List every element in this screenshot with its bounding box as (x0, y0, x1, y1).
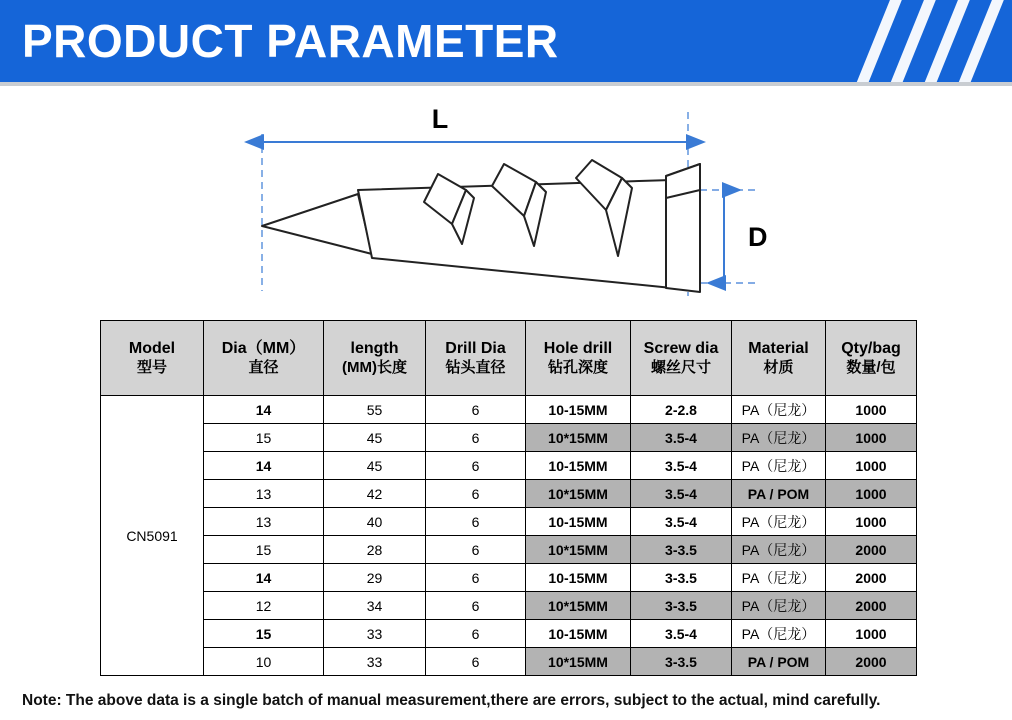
cell-qty: 1000 (826, 508, 917, 536)
cell-length: 55 (324, 396, 426, 424)
table-row (101, 452, 917, 480)
cell-material: PA（尼龙） (732, 592, 826, 620)
cell-hole-drill: 10-15MM (526, 508, 631, 536)
cell-qty: 1000 (826, 396, 917, 424)
cell-dia: 14 (204, 396, 324, 424)
cell-model: CN5091 (101, 396, 204, 676)
cell-drill-dia: 6 (426, 480, 526, 508)
cell-qty: 2000 (826, 648, 917, 676)
cell-hole-drill: 10*15MM (526, 648, 631, 676)
svg-text:D: D (748, 222, 768, 252)
cell-length: 29 (324, 564, 426, 592)
spec-table (100, 320, 917, 676)
cell-hole-drill: 10*15MM (526, 424, 631, 452)
column-header-model: Model 型号 (101, 321, 204, 396)
cell-screw-dia: 3-3.5 (631, 536, 732, 564)
cell-qty: 1000 (826, 620, 917, 648)
cell-dia: 14 (204, 452, 324, 480)
product-diagram (0, 86, 1012, 316)
cell-qty: 2000 (826, 536, 917, 564)
column-header-length: length (MM)长度 (324, 321, 426, 396)
cell-drill-dia: 6 (426, 424, 526, 452)
cell-screw-dia: 3.5-4 (631, 424, 732, 452)
column-header-screw-dia: Screw dia 螺丝尺寸 (631, 321, 732, 396)
column-header-dia: Dia（MM） 直径 (204, 321, 324, 396)
cell-qty: 1000 (826, 480, 917, 508)
table-row (101, 424, 917, 452)
svg-text:L: L (431, 104, 449, 134)
table-row (101, 396, 917, 424)
cell-drill-dia: 6 (426, 620, 526, 648)
cell-hole-drill: 10*15MM (526, 536, 631, 564)
cell-hole-drill: 10*15MM (526, 480, 631, 508)
cell-length: 34 (324, 592, 426, 620)
cell-qty: 2000 (826, 592, 917, 620)
cell-dia: 15 (204, 536, 324, 564)
cell-material: PA（尼龙） (732, 508, 826, 536)
cell-drill-dia: 6 (426, 396, 526, 424)
cell-length: 45 (324, 424, 426, 452)
cell-screw-dia: 3.5-4 (631, 452, 732, 480)
cell-screw-dia: 3.5-4 (631, 620, 732, 648)
table-header-row (101, 321, 917, 396)
cell-length: 42 (324, 480, 426, 508)
cell-hole-drill: 10-15MM (526, 564, 631, 592)
cell-screw-dia: 2-2.8 (631, 396, 732, 424)
cell-dia: 13 (204, 508, 324, 536)
column-header-drill-dia: Drill Dia 钻头直径 (426, 321, 526, 396)
column-header-hole-drill: Hole drill 钻孔深度 (526, 321, 631, 396)
table-row (101, 620, 917, 648)
table-row (101, 536, 917, 564)
cell-screw-dia: 3-3.5 (631, 592, 732, 620)
cell-drill-dia: 6 (426, 648, 526, 676)
table-row (101, 592, 917, 620)
cell-length: 40 (324, 508, 426, 536)
page-title: PRODUCT PARAMETER (22, 15, 559, 67)
table-row (101, 508, 917, 536)
cell-material: PA（尼龙） (732, 424, 826, 452)
cell-qty: 1000 (826, 424, 917, 452)
cell-drill-dia: 6 (426, 564, 526, 592)
footer-note: Note: The above data is a single batch of manual measurement,there are errors, subject to the actual, mind carefully. (22, 692, 881, 709)
cell-material: PA（尼龙） (732, 564, 826, 592)
cell-screw-dia: 3.5-4 (631, 508, 732, 536)
cell-length: 28 (324, 536, 426, 564)
table-row (101, 648, 917, 676)
spec-table-container (100, 320, 916, 676)
cell-drill-dia: 6 (426, 452, 526, 480)
cell-length: 33 (324, 648, 426, 676)
cell-drill-dia: 6 (426, 592, 526, 620)
cell-hole-drill: 10-15MM (526, 396, 631, 424)
column-header-material: Material 材质 (732, 321, 826, 396)
column-header-qty: Qty/bag 数量/包 (826, 321, 917, 396)
cell-material: PA / POM (732, 648, 826, 676)
cell-qty: 2000 (826, 564, 917, 592)
cell-dia: 14 (204, 564, 324, 592)
cell-dia: 10 (204, 648, 324, 676)
cell-dia: 12 (204, 592, 324, 620)
cell-hole-drill: 10-15MM (526, 620, 631, 648)
cell-drill-dia: 6 (426, 508, 526, 536)
cell-drill-dia: 6 (426, 536, 526, 564)
cell-hole-drill: 10-15MM (526, 452, 631, 480)
cell-material: PA（尼龙） (732, 452, 826, 480)
cell-length: 33 (324, 620, 426, 648)
cell-screw-dia: 3-3.5 (631, 648, 732, 676)
cell-material: PA（尼龙） (732, 620, 826, 648)
table-body (101, 396, 917, 676)
cell-dia: 15 (204, 424, 324, 452)
cell-material: PA（尼龙） (732, 536, 826, 564)
cell-dia: 15 (204, 620, 324, 648)
cell-material: PA / POM (732, 480, 826, 508)
cell-screw-dia: 3.5-4 (631, 480, 732, 508)
cell-screw-dia: 3-3.5 (631, 564, 732, 592)
cell-qty: 1000 (826, 452, 917, 480)
table-row (101, 480, 917, 508)
page-header (0, 0, 1012, 82)
cell-hole-drill: 10*15MM (526, 592, 631, 620)
table-row (101, 564, 917, 592)
cell-material: PA（尼龙） (732, 396, 826, 424)
cell-length: 45 (324, 452, 426, 480)
cell-dia: 13 (204, 480, 324, 508)
header-stripes-decoration (812, 0, 1012, 82)
